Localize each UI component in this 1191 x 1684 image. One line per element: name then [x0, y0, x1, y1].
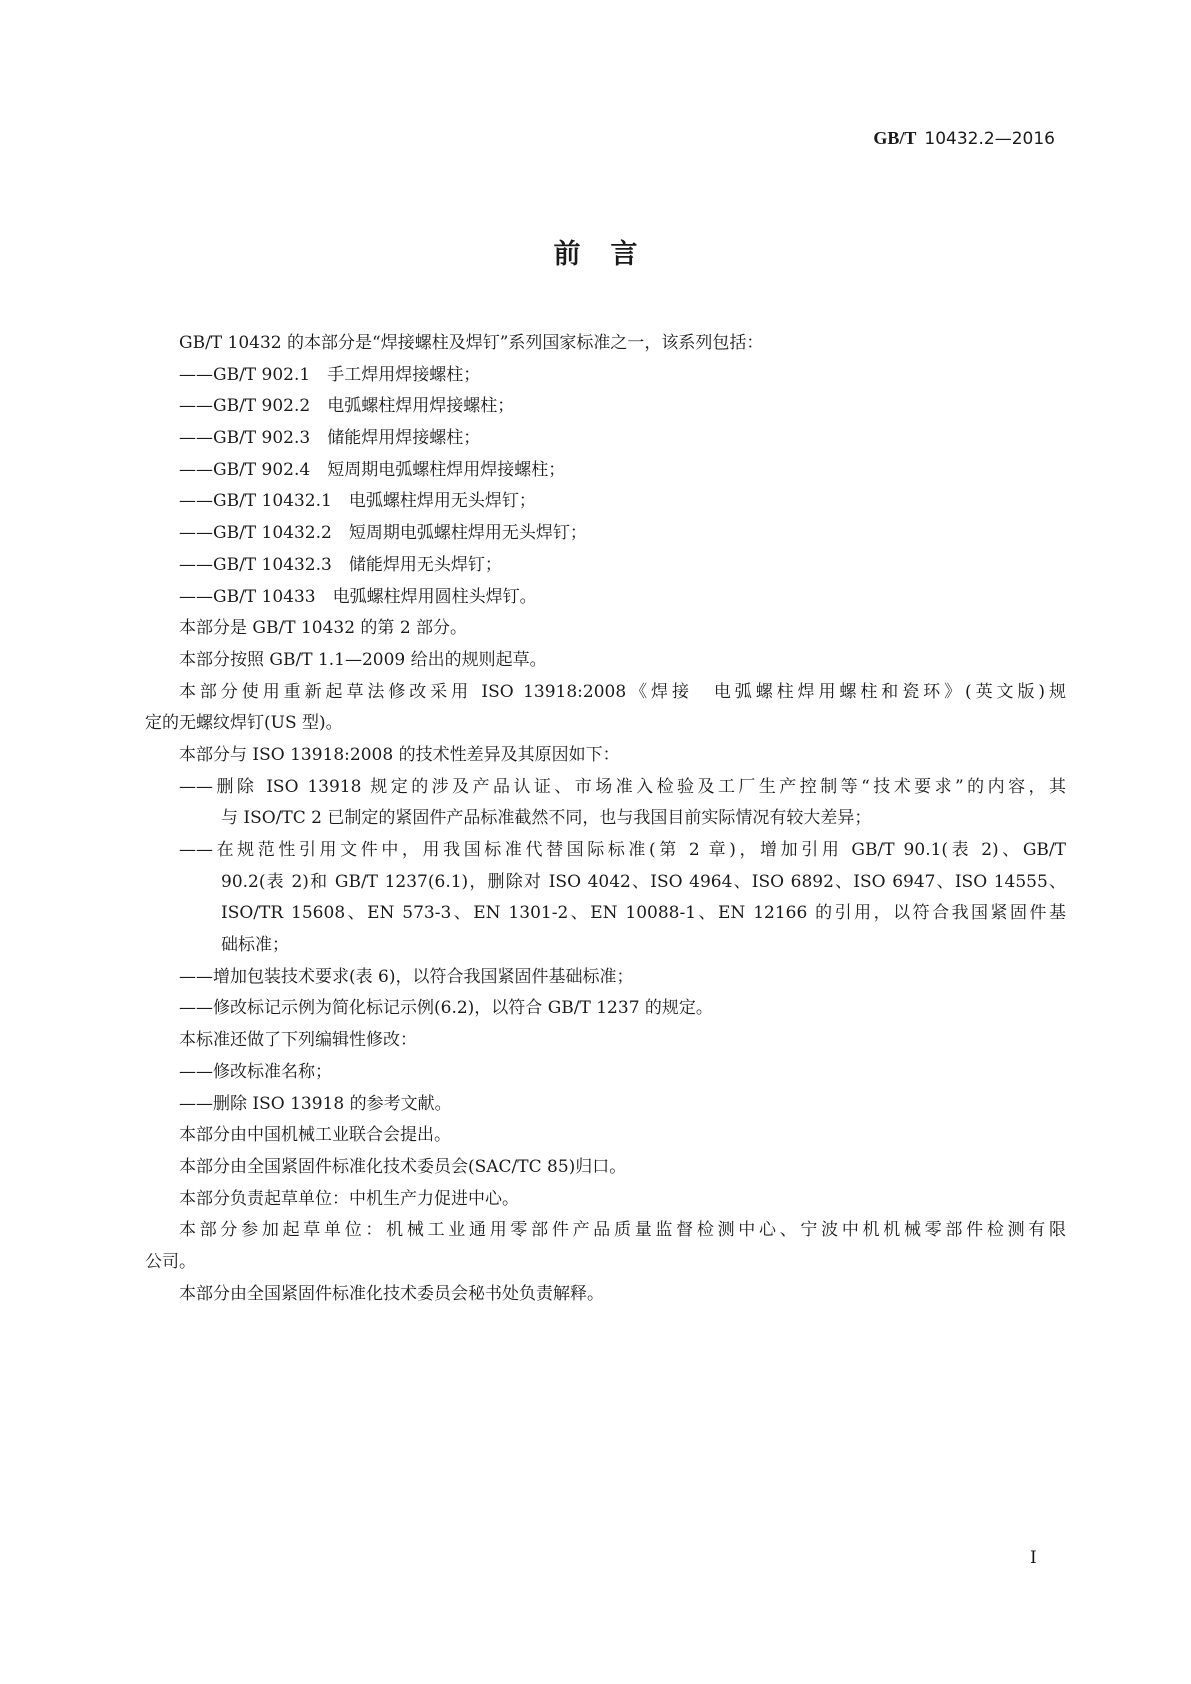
paragraph: [145, 1152, 1066, 1184]
text-line: ——GB/T 10433 电弧螺柱焊用圆柱头焊钉。: [179, 586, 537, 607]
text-line: ——删除 ISO 13918 规定的涉及产品认证、市场准入检验及工厂生产控制等“技术要求”的内容，其: [179, 776, 1066, 797]
list-item: [145, 518, 1066, 550]
text-line: ——在规范性引用文件中，用我国标准代替国际标准(第 2 章)，增加引用 GB/T 90.1(表 2)、GB/T: [179, 840, 1066, 860]
list-item: [145, 486, 1066, 518]
paragraph: [145, 677, 1066, 740]
paragraph: [145, 1184, 1066, 1216]
list-item: [145, 391, 1066, 423]
text-line: ——GB/T 10432.3 储能焊用无头焊钉；: [179, 554, 502, 575]
text-line: ——修改标准名称；: [179, 1061, 332, 1082]
text-line: 本部分按照 GB/T 1.1—2009 给出的规则起草。: [179, 649, 547, 670]
standard-prefix: GB/T: [873, 128, 917, 148]
page-title: 前言: [553, 239, 668, 270]
list-item: [145, 582, 1066, 614]
list-item: [145, 962, 1066, 994]
paragraph: [145, 1215, 1066, 1278]
paragraph: [145, 613, 1066, 645]
text-line: 与 ISO/TC 2 已制定的紧固件产品标准截然不同，也与我国目前实际情况有较大差异；: [221, 808, 872, 829]
text-line: ——修改标记示例为简化标记示例(6.2)，以符合 GB/T 1237 的规定。: [179, 998, 713, 1019]
list-item: [145, 1089, 1066, 1121]
paragraph: [145, 1025, 1066, 1057]
list-item: [145, 993, 1066, 1025]
paragraph: [145, 645, 1066, 677]
running-header: [873, 128, 1055, 149]
text-line: 本部分与 ISO 13918:2008 的技术性差异及其原因如下：: [179, 744, 620, 765]
text-line: 本标准还做了下列编辑性修改：: [179, 1030, 417, 1051]
text-line: ——增加包装技术要求(表 6)，以符合我国紧固件基础标准；: [179, 966, 634, 987]
text-line: ——GB/T 902.4 短周期电弧螺柱焊用焊接螺柱；: [179, 459, 566, 480]
list-item: [145, 455, 1066, 487]
text-line: 本部分使用重新起草法修改采用 ISO 13918:2008《焊接 电弧螺柱焊用螺柱和瓷环》(英文版)规: [179, 681, 1066, 702]
list-item: [145, 835, 1066, 962]
list-item: [145, 423, 1066, 455]
list-item: [145, 772, 1066, 835]
text-line: ——GB/T 10432.1 电弧螺柱焊用无头焊钉；: [179, 491, 536, 512]
paragraph: [145, 1279, 1066, 1311]
list-item: [145, 360, 1066, 392]
standard-number: 10432.2—2016: [924, 129, 1055, 149]
text-line: 定的无螺纹焊钉(US 型)。: [145, 713, 343, 734]
text-line: 90.2(表 2)和 GB/T 1237(6.1)，删除对 ISO 4042、ISO 4964、ISO 6892、ISO 6947、ISO 14555、: [221, 871, 1066, 892]
text-line: ISO/TR 15608、EN 573-3、EN 1301-2、EN 10088-1、EN 12166 的引用，以符合我国紧固件基: [221, 903, 1066, 924]
text-line: ——GB/T 902.1 手工焊用焊接螺柱；: [179, 364, 481, 385]
paragraph: [145, 328, 1066, 360]
text-line: 公司。: [145, 1251, 196, 1272]
text-line: 本部分参加起草单位：机械工业通用零部件产品质量监督检测中心、宁波中机机械零部件检测有限: [179, 1220, 1066, 1241]
list-item: [145, 550, 1066, 582]
text-line: ——删除 ISO 13918 的参考文献。: [179, 1093, 452, 1114]
text-line: ——GB/T 10432.2 短周期电弧螺柱焊用无头焊钉；: [179, 523, 587, 544]
text-line: 本部分负责起草单位：中机生产力促进中心。: [179, 1188, 519, 1209]
list-item: [145, 1057, 1066, 1089]
text-line: 本部分是 GB/T 10432 的第 2 部分。: [179, 618, 468, 639]
paragraph: [145, 740, 1066, 772]
text-line: 本部分由全国紧固件标准化技术委员会(SAC/TC 85)归口。: [179, 1156, 627, 1177]
text-line: ——GB/T 902.2 电弧螺柱焊用焊接螺柱；: [179, 396, 515, 417]
paragraph: [145, 1120, 1066, 1152]
text-line: GB/T 10432 的本部分是“焊接螺柱及焊钉”系列国家标准之一，该系列包括：: [179, 333, 764, 353]
text-line: 础标准；: [221, 935, 289, 956]
text-line: ——GB/T 902.3 储能焊用焊接螺柱；: [179, 428, 481, 449]
page-number: I: [1030, 1548, 1037, 1568]
foreword-body: [145, 328, 1066, 1310]
text-line: 本部分由中国机械工业联合会提出。: [179, 1125, 451, 1146]
text-line: 本部分由全国紧固件标准化技术委员会秘书处负责解释。: [179, 1283, 604, 1304]
